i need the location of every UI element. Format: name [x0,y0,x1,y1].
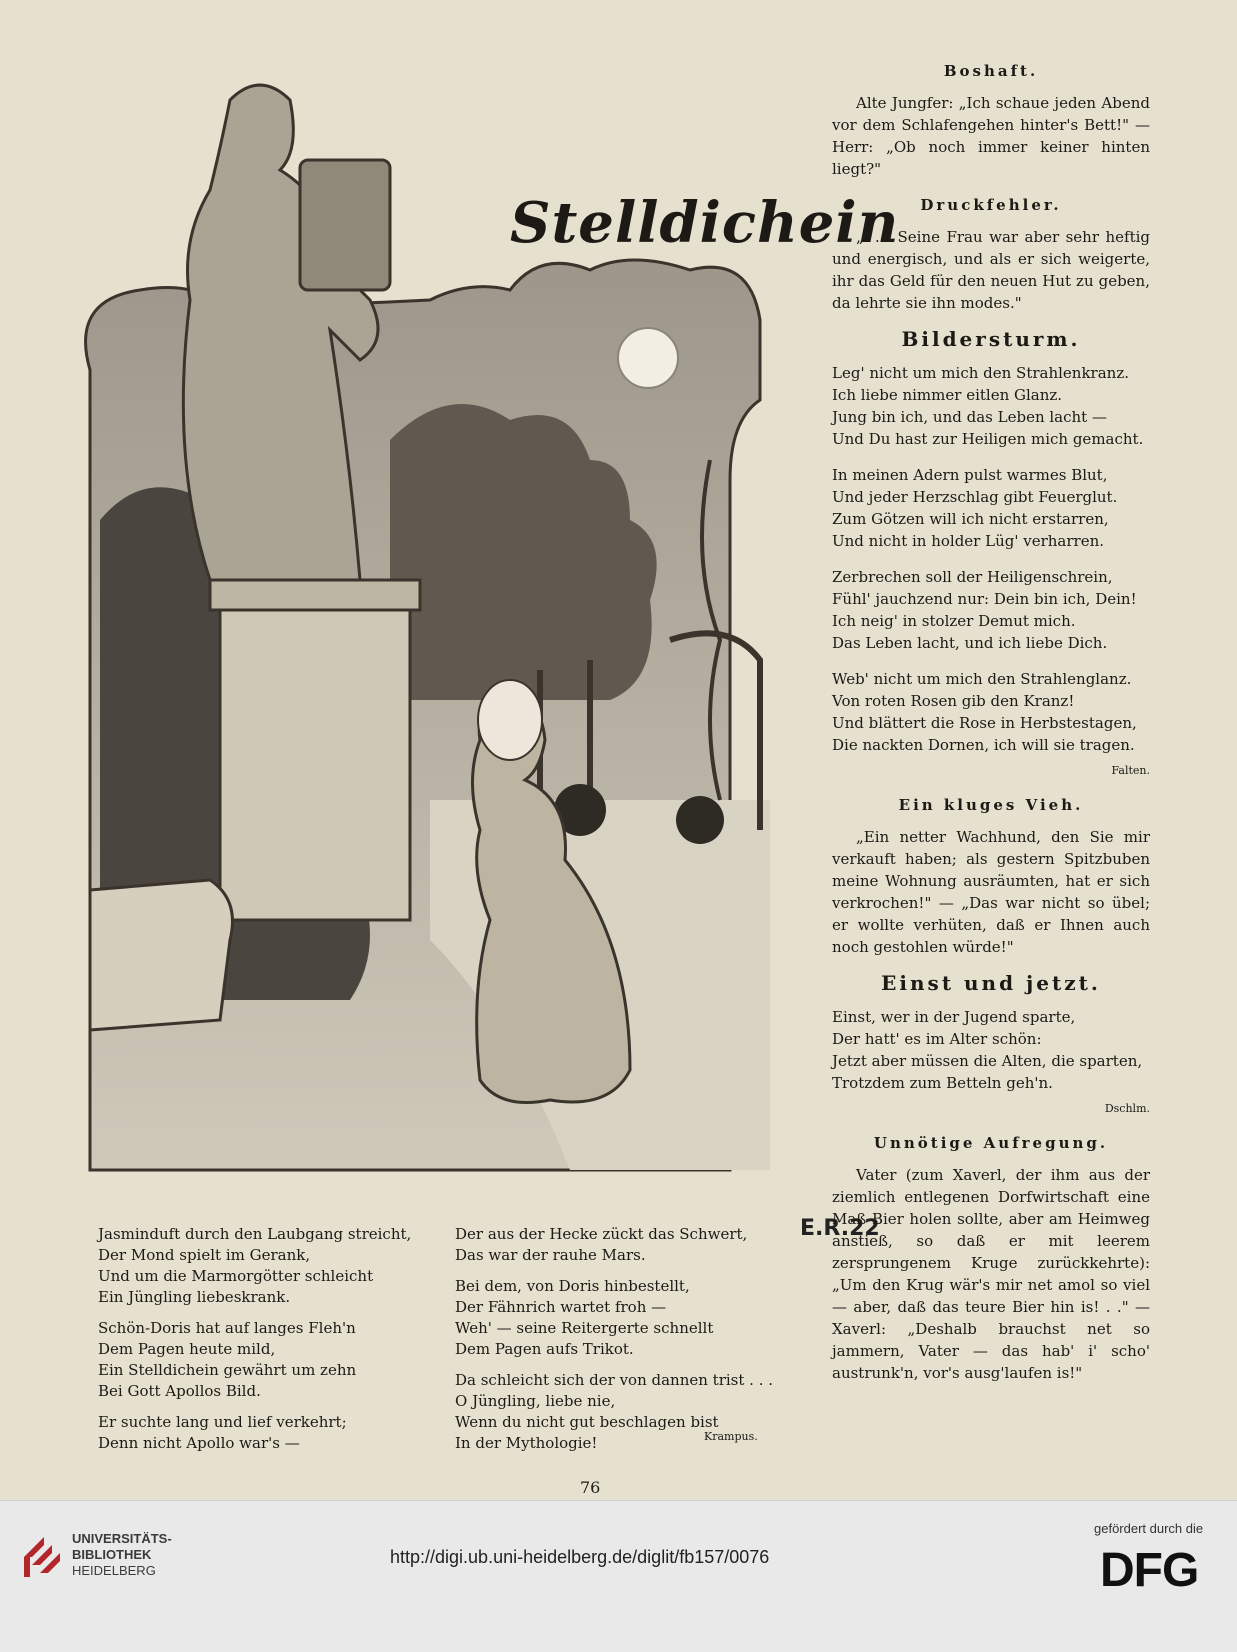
page-number: 76 [580,1478,601,1497]
heading-bildersturm: Bildersturm. [901,327,1081,351]
poem-column-middle [455,1224,775,1464]
bildersturm-stanza-1 [832,362,1150,450]
verse-line: O Jüngling, liebe nie, [455,1392,616,1410]
verse-line: Einst, wer in der Jugend sparte, [832,1008,1076,1026]
bildersturm-stanza-3 [832,566,1150,654]
library-name [72,1531,172,1579]
heading-einst-und-jetzt: Einst und jetzt. [881,971,1101,995]
verse-line: Ich liebe nimmer eitlen Glanz. [832,386,1063,404]
stone-bench [90,880,233,1030]
verse-line: Dem Pagen aufs Trikot. [455,1340,634,1358]
verse-line: Jung bin ich, und das Leben lacht — [832,408,1107,426]
poem-stanza [98,1412,408,1454]
statue-pedestal [220,600,410,920]
verse-line: Ich neig' in stolzer Demut mich. [832,612,1076,630]
poem-author: Krampus. [704,1430,758,1443]
verse-line: Da schleicht sich der von dannen trist . . . [455,1371,774,1389]
verse-line: Trotzdem zum Betteln geh'n. [832,1074,1053,1092]
verse-line: Jetzt aber müssen die Alten, die sparten, [832,1052,1143,1070]
poem-column-left [98,1224,412,1464]
verse-line: Ein Stelldichein gewährt um zehn [98,1361,357,1379]
verse-line: Bei Gott Apollos Bild. [98,1382,261,1400]
verse-line: In meinen Adern pulst warmes Blut, [832,466,1108,484]
verse-line: Und Du hast zur Heiligen mich gemacht. [832,430,1144,448]
illustration-title: Stelldichein [510,190,900,256]
funded-by-label: gefördert durch die [1094,1521,1204,1536]
dfg-logo: DFG [1100,1544,1199,1597]
verse-line: Er suchte lang und lief verkehrt; [98,1413,347,1431]
verse-line: Von roten Rosen gib den Kranz! [832,692,1075,710]
verse-line: Und um die Marmorgötter schleicht [98,1267,374,1285]
verse-line: Bei dem, von Doris hinbestellt, [455,1277,690,1295]
text-unnoetige-aufregung: Vater (zum Xaverl, der ihm aus der ziemlich entlegenen Dorfwirtschaft eine Maß Bier holen sollte, aber am Heimweg anstieß, so daß er mit leerem zersprungenem Kruge zurückkehrte): „Um den Krug wär's mir net amol so viel — aber, daß das teure Bier hin is! . ." — Xaverl: „Deshalb brauchst net so jammern, Vater — das hab' i' scho' austrunk'n, vor's ausg'laufen is!" [832,1166,1150,1382]
verse-line: Der aus der Hecke zückt das Schwert, [455,1225,748,1243]
verse-line: Die nackten Dornen, ich will sie tragen. [832,736,1135,754]
poem-stanza [455,1276,775,1360]
verse-line: Denn nicht Apollo war's — [98,1434,300,1452]
bildersturm-stanza-4 [832,668,1150,756]
library-name-line: HEIDELBERG [72,1563,156,1578]
verse-line: Ein Jüngling liebeskrank. [98,1288,291,1306]
pedestal-cap [210,580,420,610]
verse-line: Zum Götzen will ich nicht erstarren, [832,510,1109,528]
verse-line: Web' nicht um mich den Strahlenglanz. [832,670,1132,688]
text-kluges-vieh: „Ein netter Wachhund, den Sie mir verkauft haben; als gestern Spitzbuben meine Wohnung ausräumten, hat er sich verkrochen!" — „Das war nicht so übel; er wollte verhüten, daß er Ihnen auch noch gestohlen würde!" [832,828,1150,956]
verse-line: Leg' nicht um mich den Strahlenkranz. [832,364,1130,382]
poem-stanza [98,1224,412,1308]
permalink-url[interactable]: http://digi.ub.uni-heidelberg.de/diglit/fb157/0076 [390,1547,770,1567]
verse-line: Und nicht in holder Lüg' verharren. [832,532,1105,550]
verse-line: Und jeder Herzschlag gibt Feuerglut. [832,488,1118,506]
right-column [832,60,1150,1398]
library-logo-icon [18,1523,66,1587]
einst-und-jetzt-verse [832,1006,1150,1094]
verse-line: In der Mythologie! [455,1434,598,1452]
verse-line: Weh' — seine Reitergerte schnellt [455,1319,714,1337]
heading-kluges-vieh: Ein kluges Vieh. [898,796,1084,814]
author-einst-und-jetzt: Dschlm. [1104,1102,1150,1115]
poem-stanza [98,1318,408,1402]
verse-line: Fühl' jauchzend nur: Dein bin ich, Dein! [832,590,1137,608]
heading-boshaft: Boshaft. [943,62,1039,80]
verse-line: Schön-Doris hat auf langes Fleh'n [98,1319,356,1337]
verse-line: Dem Pagen heute mild, [98,1340,276,1358]
lady-wig [478,680,542,760]
verse-line: Jasminduft durch den Laubgang streicht, [98,1225,412,1243]
text-boshaft: Alte Jungfer: „Ich schaue jeden Abend vor dem Schlafengehen hinter's Bett!" — Herr: „Ob noch immer keiner hinten liegt?" [832,94,1150,178]
text-druckfehler: „. . . Seine Frau war aber sehr heftig und energisch, und als er sich weigerte, ihr das Geld für den neuen Hut zu geben, da lehrte sie ihn modes." [832,228,1150,312]
moon [618,328,678,388]
author-bildersturm: Falten. [1111,764,1150,777]
topiary-right [676,796,724,844]
verse-line: Das war der rauhe Mars. [455,1246,646,1264]
heading-unnoetige-aufregung: Unnötige Aufregung. [873,1134,1109,1152]
artist-signature: E.R.22 [800,1216,880,1241]
verse-line: Der Fähnrich wartet froh — [455,1298,667,1316]
verse-line: Wenn du nicht gut beschlagen bist [455,1413,719,1431]
bildersturm-stanza-2 [832,464,1150,552]
heading-druckfehler: Druckfehler. [920,196,1062,214]
verse-line: Zerbrechen soll der Heiligenschrein, [832,568,1113,586]
lyre [300,160,390,290]
verse-line: Das Leben lacht, und ich liebe Dich. [832,634,1108,652]
digitization-footer [0,1500,1237,1652]
poem-stanza [455,1224,775,1266]
library-name-line: UNIVERSITÄTS- [72,1531,172,1546]
verse-line: Der Mond spielt im Gerank, [98,1246,311,1264]
verse-line: Der hatt' es im Alter schön: [832,1030,1042,1048]
verse-line: Und blättert die Rose in Herbstestagen, [832,714,1137,732]
library-name-line: BIBLIOTHEK [72,1547,152,1562]
